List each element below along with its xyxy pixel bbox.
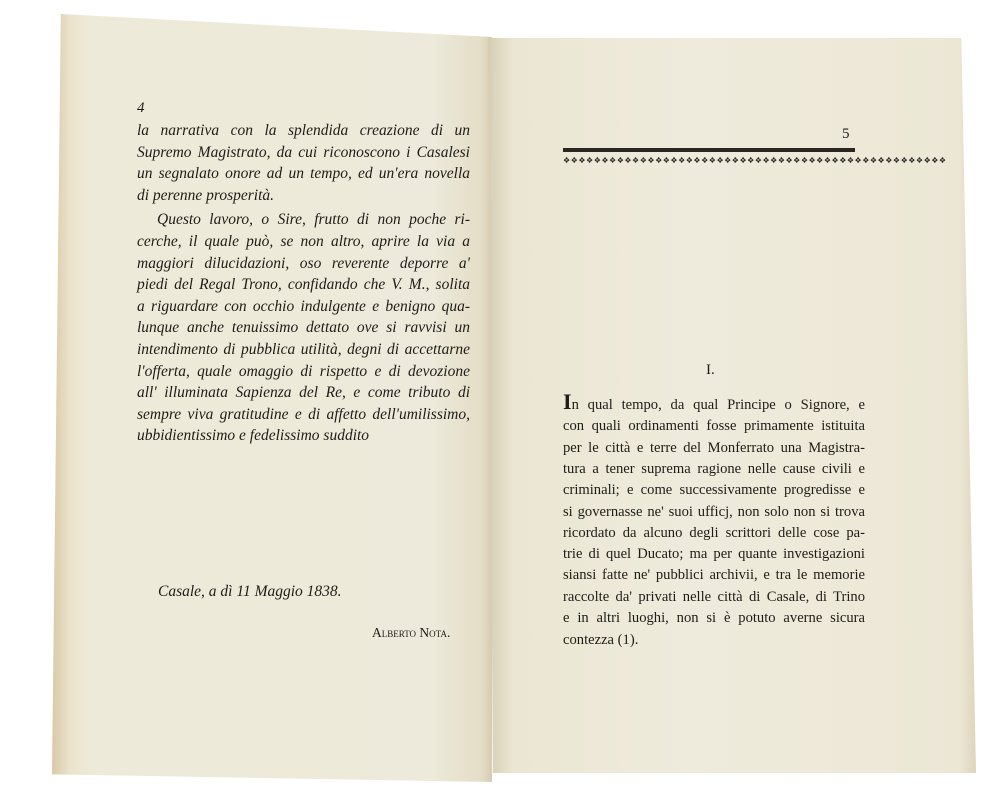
text-line: all' illuminata Sapienza del Re, e come tributo di — [137, 384, 470, 402]
right-page-number: 5 — [842, 126, 850, 142]
left-page-number: 4 — [137, 100, 145, 116]
text-line: criminali; e come successivamente progredisse e — [563, 482, 865, 499]
text-line: cerche, il quale può, se non altro, aprire la via a — [137, 233, 470, 250]
text-line: e in altri luoghi, non si è potuto averne sicura — [563, 610, 865, 626]
last-line: contezza (1). — [563, 632, 639, 648]
text-line: tura a tener suprema ragione nelle cause civili e — [563, 460, 865, 477]
text-line: con quali ordinamenti fosse primamente istituita — [563, 418, 865, 435]
text-line: per le città e terre del Monferrato una Magistra- — [563, 439, 865, 456]
signature: Alberto Nota. — [372, 625, 451, 640]
text-line: Supremo Magistrato, da cui riconoscono i Casalesi — [137, 143, 470, 161]
text-line: piedi del Regal Trono, confidando che V. M., solita — [137, 276, 470, 294]
ornamental-border: ❖❖❖❖❖❖❖❖❖❖❖❖❖❖❖❖❖❖❖❖❖❖❖❖❖❖❖❖❖❖❖❖❖❖❖❖❖❖❖❖❖❖❖❖❖❖❖❖❖❖ — [563, 156, 947, 165]
text-line: raccolte da' privati nelle città di Casale, di Trino — [563, 588, 865, 605]
first-line-text: n qual tempo, da qual Principe o Signore, e — [571, 397, 865, 413]
ornamental-rule — [563, 148, 855, 152]
text-line: l'offerta, quale omaggio di rispetto e di devozione — [137, 362, 470, 380]
text-line: siansi fatte ne' pubblici archivii, e tra le memorie — [563, 567, 865, 584]
chapter-heading: I. — [706, 362, 715, 378]
text-line: intendimento di pubblica utilità, degni di accettarne — [137, 341, 470, 358]
text-line: ubbidientissimo e fedelissimo suddito — [137, 427, 370, 445]
text-line: un segnalato onore ad un tempo, ed un'era novella — [137, 165, 470, 183]
text-line: di perenne prosperità. — [137, 186, 275, 204]
drop-cap: I — [563, 389, 572, 414]
text-line: trie di quel Ducato; ma per quante investigazioni — [563, 546, 865, 563]
text-line: sempre viva gratitudine e di affetto dell'umilissimo, — [137, 405, 470, 423]
text-line: la narrativa con la splendida creazione di un — [137, 122, 470, 139]
place-date: Casale, a dì 11 Maggio 1838. — [158, 583, 342, 600]
text-line: Questo lavoro, o Sire, frutto di non poche ri- — [157, 211, 470, 229]
text-line: si governasse ne' suoi ufficj, non solo non si trova — [563, 503, 865, 520]
text-line: maggiori dilucidazioni, oso reverente deporre a' — [137, 254, 470, 272]
text-line: a riguardare con occhio indulgente e benigno qua- — [137, 297, 470, 315]
first-line — [563, 389, 865, 414]
text-line: lunque anche tenuissimo dettato ove si ravvisi un — [137, 319, 470, 337]
text-line: ricordato da alcuno degli scrittori delle cose pa- — [563, 524, 865, 541]
